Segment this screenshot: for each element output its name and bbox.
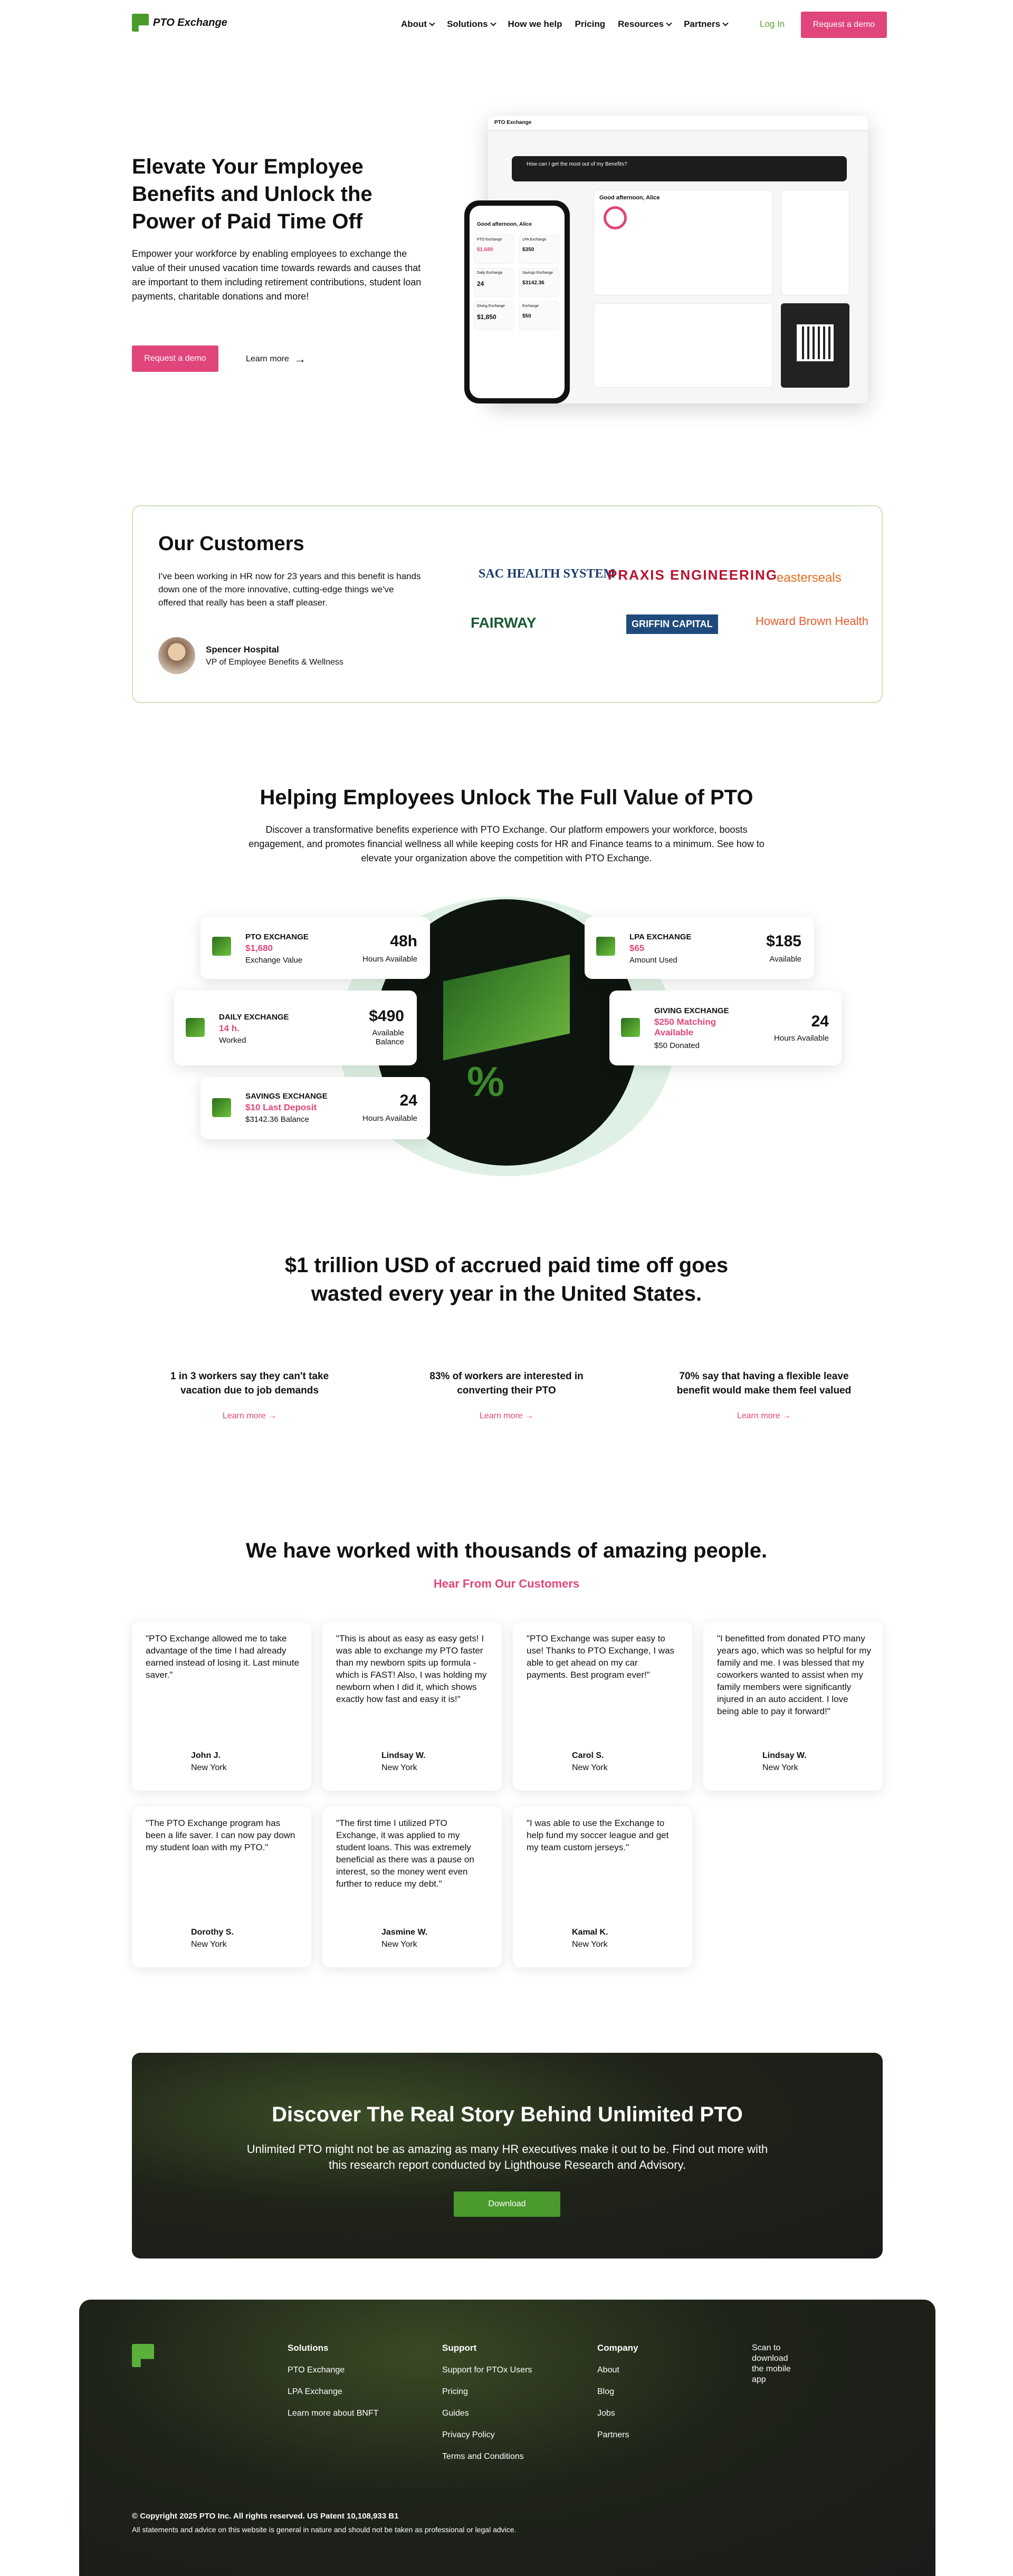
logo-praxis: PRAXIS ENGINEERING	[608, 567, 778, 583]
menu-partners[interactable]	[684, 19, 728, 30]
testimonial-quote: "The PTO Exchange program has been a life saver. I can now pay down my student loan with my PTO."	[146, 1818, 295, 1852]
chevron-down-icon	[490, 20, 496, 26]
customer-quote: I've been working in HR now for 23 years and this benefit is hands down one of the more innovative, cutting-edge things we've offered that really has been a staff pleaser.	[158, 571, 421, 608]
exchange-card-daily	[174, 991, 417, 1065]
card-name: GIVING EXCHANGE	[654, 1006, 729, 1015]
phone-greeting: Good afternoon, Alice	[477, 222, 532, 227]
pto-exchange-icon	[212, 937, 231, 956]
copyright: © Copyright 2025 PTO Inc. All rights reserved. US Patent 10,108,933 B1	[132, 2512, 399, 2521]
lpa-exchange-icon	[596, 937, 615, 956]
exchange-card-pto	[200, 917, 430, 979]
learn-more-label: Learn more	[737, 1411, 780, 1420]
testimonial-card	[322, 1622, 502, 1791]
mockup-banner	[512, 156, 847, 181]
logo-howard-brown: Howard Brown Health	[756, 614, 868, 628]
footer-link[interactable]: Partners	[597, 2430, 629, 2439]
testimonial-city: New York	[191, 1940, 227, 1949]
footer-link[interactable]: About	[597, 2366, 619, 2375]
report-text: Unlimited PTO might not be as amazing as many HR executives make it out to be. Find out more with this research report conducted by Lighthouse Research and Advisory.	[246, 2142, 768, 2171]
daily-exchange-icon	[186, 1018, 205, 1037]
testimonial-card	[132, 1806, 311, 1967]
card-name: LPA EXCHANGE	[629, 933, 692, 941]
exchange-card-savings	[200, 1077, 430, 1139]
learn-more-label: Learn more	[222, 1411, 266, 1420]
footer-link[interactable]: Terms and Conditions	[442, 2452, 524, 2461]
testimonial-card	[132, 1622, 311, 1791]
tile-value: $50	[522, 313, 531, 319]
card-accent: 14 h.	[219, 1023, 240, 1033]
arrow-right-icon: →	[525, 1411, 534, 1420]
menu-label: Solutions	[447, 19, 488, 29]
card-detail: Worked	[219, 1036, 246, 1045]
card-big: $490	[369, 1007, 404, 1025]
learn-more-label: Learn more	[246, 354, 289, 363]
qr-panel	[781, 303, 849, 388]
hero-demo-button[interactable]: Request a demo	[132, 345, 218, 372]
stats-title: $1 trillion USD of accrued paid time off goes wasted every year in the United States.	[284, 1254, 729, 1305]
customer-name: Spencer Hospital	[206, 645, 279, 655]
stat-text: 1 in 3 workers say they can't take vacation due to job demands	[170, 1371, 329, 1396]
card-accent: $65	[629, 943, 645, 953]
login-link[interactable]: Log In	[760, 19, 785, 29]
value-title: Helping Employees Unlock The Full Value of PTO	[260, 786, 753, 809]
footer-link[interactable]: Privacy Policy	[442, 2430, 495, 2439]
report-title: Discover The Real Story Behind Unlimited PTO	[272, 2103, 743, 2126]
mockup-banner-text: How can I get the most out of my Benefits?	[527, 161, 627, 167]
testimonial-city: New York	[762, 1763, 798, 1772]
main-menu	[401, 19, 728, 30]
hero-title: Elevate Your Employee Benefits and Unlock the Power of Paid Time Off	[132, 155, 372, 233]
customers-section	[132, 505, 883, 703]
stat-learn-more[interactable]	[664, 1411, 864, 1421]
menu-solutions[interactable]	[447, 19, 495, 30]
stat-text: 83% of workers are interested in converting their PTO	[429, 1371, 584, 1396]
learn-more-label: Learn more	[479, 1411, 523, 1420]
testimonial-quote: "This is about as easy as easy gets! I was able to exchange my PTO faster than my newborn spits up formula - which is FAST! Also, I was holding my newborn when I did it, which shows exactly how fast and easy it is!"	[336, 1633, 487, 1704]
stat-text: 70% say that having a flexible leave benefit would make them feel valued	[676, 1371, 852, 1396]
tile-label: Savings Exchange	[522, 271, 553, 275]
disclaimer: All statements and advice on this website is general in nature and should not be taken as professional or legal advice.	[132, 2525, 517, 2534]
testimonial-city: New York	[381, 1940, 417, 1949]
phone-tile	[474, 235, 514, 264]
testimonial-name: John J.	[191, 1751, 221, 1760]
logo-icon	[132, 14, 149, 32]
tile-value: $350	[522, 247, 534, 253]
card-big-label: Available Balance	[372, 1029, 404, 1046]
card-name: SAVINGS EXCHANGE	[245, 1092, 328, 1101]
phone-tile	[519, 301, 559, 330]
card-accent: $1,680	[245, 943, 273, 953]
progress-ring-icon	[604, 206, 627, 229]
customer-role: VP of Employee Benefits & Wellness	[206, 658, 343, 667]
footer-link[interactable]: Guides	[442, 2409, 469, 2418]
arrow-right-icon: →	[782, 1411, 791, 1420]
mockup-greeting: Good afternoon, Alice	[599, 195, 660, 201]
phone-tile	[519, 235, 559, 264]
customers-title: Our Customers	[158, 533, 304, 555]
tile-label: LPA Exchange	[522, 238, 547, 242]
qr-caption: Scan to download the mobile app	[752, 2343, 791, 2384]
phone-tile	[474, 301, 514, 330]
card-name: PTO EXCHANGE	[245, 933, 309, 941]
footer-link[interactable]: Support for PTOx Users	[442, 2366, 532, 2375]
brand-logo[interactable]	[132, 14, 227, 32]
arrow-right-icon: →	[294, 352, 306, 366]
menu-label: Partners	[684, 19, 721, 29]
phone-mockup	[464, 200, 570, 403]
mockup-side-panel	[781, 190, 849, 295]
phone-tile	[519, 268, 559, 297]
card-accent: $250 Matching Available	[654, 1017, 716, 1037]
brand-name: PTO Exchange	[153, 16, 227, 28]
testimonial-name: Carol S.	[572, 1751, 604, 1760]
tile-label: Giving Exchange	[477, 304, 505, 308]
testimonial-city: New York	[191, 1763, 227, 1772]
giving-exchange-icon	[621, 1018, 640, 1037]
footer-col-title: Company	[597, 2343, 638, 2353]
card-detail: $3142.36 Balance	[245, 1115, 309, 1124]
menu-about[interactable]	[401, 19, 434, 30]
card-big: 24	[399, 1092, 417, 1109]
mockup-app-name: PTO Exchange	[494, 120, 532, 126]
testimonial-quote: "The first time I utilized PTO Exchange, it was applied to my student loans. This was extremely beneficial as there was a pause on interest, so the money went even further to reduce my debt."	[336, 1818, 474, 1889]
stat-learn-more[interactable]	[406, 1411, 607, 1421]
footer-link[interactable]: LPA Exchange	[288, 2387, 342, 2396]
testimonial-name: Jasmine W.	[381, 1928, 428, 1937]
menu-label: About	[401, 19, 427, 29]
menu-label: Pricing	[575, 19, 606, 29]
footer-link[interactable]: Jobs	[597, 2409, 615, 2418]
report-banner	[132, 2053, 883, 2258]
qr-code-icon	[797, 324, 834, 361]
exchange-card-lpa	[585, 917, 814, 979]
card-detail: Exchange Value	[245, 956, 303, 965]
mockup-topbar	[488, 116, 868, 131]
phone-screen	[470, 206, 565, 398]
testimonial-name: Dorothy S.	[191, 1928, 234, 1937]
footer-link[interactable]: Pricing	[442, 2387, 468, 2396]
mockup-panel	[594, 190, 773, 295]
card-big: $185	[766, 933, 801, 950]
menu-how-we-help[interactable]	[508, 19, 562, 30]
download-button[interactable]: Download	[454, 2191, 560, 2217]
stat-learn-more[interactable]	[149, 1411, 350, 1421]
tile-value: 24	[477, 280, 484, 287]
avatar	[158, 637, 195, 674]
card-detail: $50 Donated	[654, 1041, 700, 1050]
chevron-down-icon	[722, 20, 728, 26]
tile-value: $1,850	[477, 313, 496, 321]
menu-label: How we help	[508, 19, 562, 29]
footer-col-title: Support	[442, 2343, 477, 2353]
card-big: 48h	[390, 933, 417, 950]
card-name: DAILY EXCHANGE	[219, 1013, 289, 1022]
chevron-down-icon	[429, 20, 435, 26]
chevron-down-icon	[666, 20, 672, 26]
card-big: 24	[811, 1013, 829, 1030]
top-nav	[0, 0, 1013, 51]
card-big-label: Hours Available	[774, 1034, 829, 1043]
testimonials-subtitle: Hear From Our Customers	[433, 1577, 580, 1590]
tile-label: PTO Exchange	[477, 238, 502, 242]
testimonial-card	[703, 1622, 883, 1791]
testimonial-card	[513, 1806, 692, 1967]
testimonial-name: Lindsay W.	[762, 1751, 807, 1760]
footer-link[interactable]: Blog	[597, 2387, 615, 2396]
percent-graphic: %	[467, 1058, 505, 1105]
testimonial-card	[513, 1622, 692, 1791]
hero-learn-more[interactable]	[246, 352, 306, 366]
testimonial-quote: "I was able to use the Exchange to help fund my soccer league and get my team custom jerseys."	[527, 1818, 669, 1852]
card-detail: Amount Used	[629, 956, 677, 965]
tile-label: Exchange	[522, 304, 539, 308]
request-demo-button[interactable]: Request a demo	[801, 12, 887, 38]
card-big-label: Hours Available	[362, 1114, 417, 1123]
logo-sac: SAC HEALTH SYSTEM	[479, 567, 616, 581]
testimonials-title: We have worked with thousands of amazing people.	[245, 1539, 768, 1562]
testimonial-city: New York	[572, 1763, 608, 1772]
card-big-label: Hours Available	[362, 955, 417, 964]
testimonial-name: Lindsay W.	[381, 1751, 426, 1760]
footer-link[interactable]: Learn more about BNFT	[288, 2409, 379, 2418]
card-big-label: Available	[769, 955, 801, 964]
footer	[79, 2300, 935, 2576]
testimonial-quote: "I benefitted from donated PTO many years ago, which was so helpful for my family and me. I was blessed that my coworkers wanted to assist when my family members were significantly injured in an auto accident. I love being able to pay it forward!"	[717, 1633, 871, 1716]
logo-easterseals: easterseals	[777, 571, 842, 585]
testimonial-quote: "PTO Exchange was super easy to use! Thanks to PTO Exchange, I was able to get ahead on my car payments. Best program ever!"	[527, 1633, 675, 1680]
testimonial-quote: "PTO Exchange allowed me to take advantage of the time I had already earned instead of losing it. Last minute saver."	[146, 1633, 300, 1680]
card-stack-graphic	[443, 954, 570, 1060]
menu-label: Resources	[618, 19, 664, 29]
footer-col-title: Solutions	[288, 2343, 329, 2353]
savings-exchange-icon	[212, 1098, 231, 1117]
testimonial-name: Kamal K.	[572, 1928, 608, 1937]
phone-tile	[474, 268, 514, 297]
logo-fairway: FAIRWAY	[471, 614, 537, 631]
tile-value: $1,680	[477, 247, 493, 253]
testimonial-card	[322, 1806, 502, 1967]
arrow-right-icon: →	[268, 1411, 277, 1420]
tile-label: Daily Exchange	[477, 271, 503, 275]
hero-text: Empower your workforce by enabling employees to exchange the value of their unused vacation time towards rewards and causes that are important to them including retirement contributions, student loan payments, charitable donations and more!	[132, 248, 422, 302]
mockup-panel	[594, 303, 773, 388]
menu-pricing[interactable]	[575, 19, 606, 30]
tile-value: $3142.36	[522, 280, 544, 286]
footer-link[interactable]: PTO Exchange	[288, 2366, 345, 2375]
exchange-card-giving	[609, 991, 842, 1065]
footer-logo-icon	[132, 2344, 154, 2367]
value-text: Discover a transformative benefits experience with PTO Exchange. Our platform empowers your workforce, boosts engagement, and promotes financial wellness all while keeping costs for HR and Finance teams to a minimum. See how to elevate your organization above the competition with PTO Exchange.	[249, 824, 764, 863]
logo-griffin: GRIFFIN CAPITAL	[626, 614, 718, 634]
card-accent: $10 Last Deposit	[245, 1102, 317, 1112]
menu-resources[interactable]	[618, 19, 671, 30]
testimonial-city: New York	[572, 1940, 608, 1949]
testimonial-city: New York	[381, 1763, 417, 1772]
